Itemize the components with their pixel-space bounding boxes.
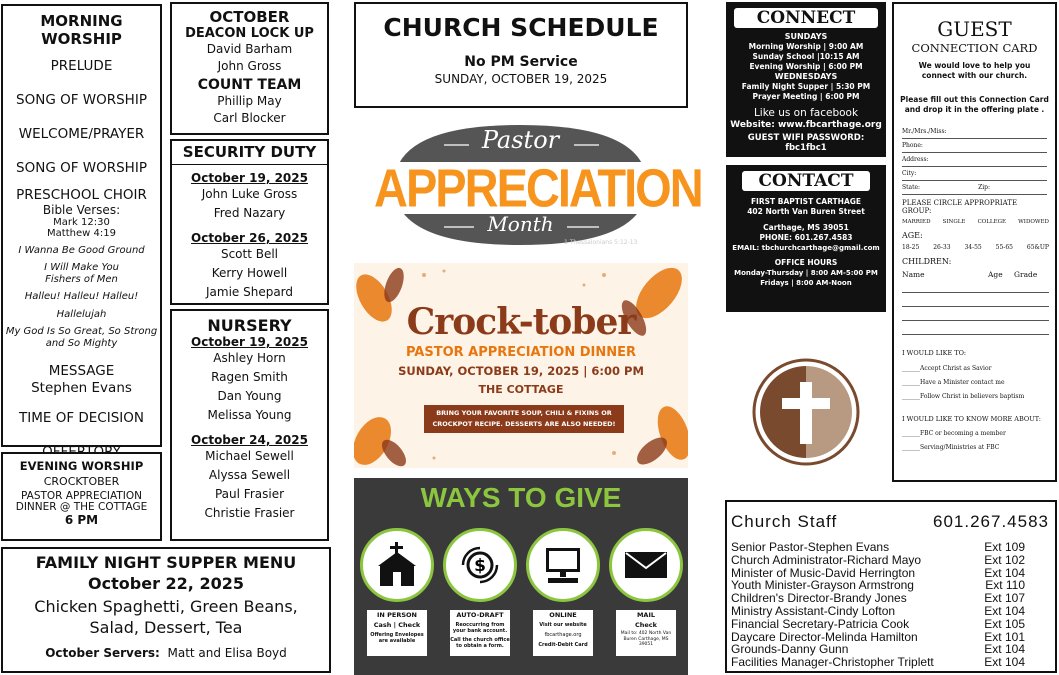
connect-line: Morning Worship | 9:00 AM — [748, 42, 864, 51]
pastor-word: Pastor — [481, 126, 560, 154]
give-item-title: ONLINE — [549, 611, 577, 619]
staff-name: Grounds-Danny Gunn — [731, 642, 849, 657]
give-online — [533, 610, 593, 656]
col-grade: Grade — [1014, 270, 1038, 279]
like-option[interactable]: ______Accept Christ as Savior — [902, 365, 992, 372]
crocktober-where: THE COTTAGE — [478, 383, 564, 396]
count-team-title: COUNT TEAM — [197, 77, 302, 93]
group-option[interactable]: COLLEGE — [977, 219, 1007, 225]
supper-menu-date: October 22, 2025 — [88, 574, 244, 593]
choir-song: I Will Make You Fishers of Men — [44, 262, 119, 285]
security-name: John Luke Gross — [201, 187, 298, 201]
staff-name: Financial Secretary-Patricia Cook — [731, 616, 910, 631]
connect-line: Sunday School |10:15 AM — [752, 52, 860, 61]
song-of-worship-2: SONG OF WORSHIP — [16, 160, 147, 176]
know-label: I WOULD LIKE TO KNOW MORE ABOUT: — [902, 415, 1041, 423]
svg-text:$: $ — [474, 556, 486, 576]
like-option-label: Follow Christ in believers baptism — [920, 393, 1025, 400]
staff-name: Facilities Manager-Christopher Triplett — [731, 655, 934, 670]
song-of-worship-1: SONG OF WORSHIP — [16, 92, 147, 108]
know-option[interactable]: ______Serving/Ministries at FBC — [902, 444, 1000, 451]
security-panel — [170, 139, 329, 305]
connect-line: SUNDAYS — [784, 32, 828, 41]
nursery-name: Paul Frasier — [214, 487, 285, 501]
staff-name: Ministry Assistant-Cindy Lofton — [731, 603, 896, 618]
guest-field[interactable]: Phone: — [902, 139, 1047, 153]
servers-names: Matt and Elisa Boyd — [167, 646, 287, 660]
age-options[interactable] — [902, 244, 1049, 251]
prelude: PRELUDE — [50, 58, 113, 74]
group-option[interactable]: SINGLE — [942, 219, 966, 225]
choir-song: I Wanna Be Good Ground — [18, 245, 145, 256]
security-name: Jamie Shepard — [205, 285, 294, 299]
deacon-name: John Gross — [217, 59, 282, 73]
group-option[interactable]: MARRIED — [902, 219, 931, 225]
group-options[interactable] — [902, 219, 1049, 225]
bible-verses-label: Bible Verses: — [42, 203, 121, 217]
nursery-date-1: October 19, 2025 — [191, 335, 308, 349]
like-label: I WOULD LIKE TO: — [902, 349, 967, 357]
give-item-extra: Credit-Debit Card — [538, 642, 588, 648]
staff-row — [727, 656, 1029, 669]
staff-panel — [725, 500, 1057, 673]
nursery-date-2: October 24, 2025 — [191, 433, 308, 447]
nursery-name: Ashley Horn — [213, 351, 286, 365]
security-date-1: October 19, 2025 — [191, 171, 308, 185]
supper-menu-panel — [1, 547, 331, 673]
staff-ext: Ext 107 — [984, 591, 1025, 606]
schedule-title: CHURCH SCHEDULE — [383, 13, 659, 42]
website-line: Website: www.fbcarthage.org — [730, 120, 882, 130]
security-name: Scott Bell — [220, 247, 279, 261]
give-item-title: IN PERSON — [377, 611, 417, 619]
give-item-desc: Call the church office to obtain a form. — [450, 637, 510, 649]
staff-name: Children's Director-Brandy Jones — [731, 591, 907, 606]
age-option[interactable]: 34-55 — [964, 244, 982, 251]
staff-row — [727, 554, 1029, 567]
give-item-desc: Offering Envelopes are available — [370, 632, 424, 644]
give-item-sub: Cash | Check — [373, 621, 421, 629]
nursery-name: Michael Sewell — [205, 449, 294, 463]
group-label: PLEASE CIRCLE APPROPRIATE GROUP: — [902, 199, 1018, 215]
connect-line: WEDNESDAYS — [774, 72, 838, 81]
like-option-label: Accept Christ as Savior — [920, 365, 992, 372]
staff-row — [727, 541, 1029, 554]
contact-line: FIRST BAPTIST CARTHAGE — [750, 197, 862, 206]
staff-row — [727, 605, 1029, 618]
schedule-date: SUNDAY, OCTOBER 19, 2025 — [434, 72, 608, 86]
staff-ext: Ext 105 — [984, 616, 1025, 631]
message-label: MESSAGE — [48, 363, 115, 379]
servers-line — [3, 646, 329, 660]
give-auto-draft — [450, 610, 510, 656]
give-item-desc: Mail to: 402 North Van Buren Carthage, MS 39051 — [620, 631, 672, 647]
month-word: Month — [487, 212, 554, 236]
connect-line: Prayer Meeting | 6:00 PM — [752, 92, 860, 101]
give-item-desc: fbcarthage.org — [544, 632, 582, 638]
facebook-line: Like us on facebook — [753, 107, 859, 119]
connect-line: Evening Worship | 6:00 PM — [749, 62, 863, 71]
nursery-name: Dan Young — [217, 389, 282, 403]
computer-icon — [526, 528, 600, 602]
know-option-label: Serving/Ministries at FBC — [920, 444, 1000, 451]
know-option[interactable]: ______FBC or becoming a member — [902, 430, 1006, 437]
schedule-sub: No PM Service — [464, 54, 578, 70]
staff-header — [727, 502, 1055, 532]
crocktober-title: Crock-tober — [406, 301, 636, 343]
age-label: AGE: — [902, 231, 923, 240]
give-in-person — [367, 610, 427, 656]
contact-line: OFFICE HOURS — [774, 258, 838, 267]
staff-phone: 601.267.4583 — [933, 512, 1049, 531]
state-label: State: — [902, 184, 921, 191]
verse-1: Mark 12:30 — [53, 217, 110, 228]
nursery-name: Alyssa Sewell — [208, 468, 291, 482]
deacon-name: David Barham — [206, 42, 293, 56]
group-option[interactable]: WIDOWED — [1018, 219, 1049, 225]
count-team-name: Phillip May — [217, 94, 282, 108]
know-option-label: FBC or becoming a member — [920, 430, 1006, 437]
staff-ext: Ext 110 — [985, 578, 1025, 593]
crocktober-sub: PASTOR APPRECIATION DINNER — [405, 345, 637, 360]
mail-icon — [609, 528, 683, 602]
children-lines[interactable] — [902, 279, 1049, 335]
like-option-label: Have a Minister contact me — [920, 379, 1005, 386]
church-icon — [360, 528, 434, 602]
give-item-title: MAIL — [636, 611, 656, 619]
pastor-dinner-line: PASTOR APPRECIATION DINNER @ THE COTTAGE — [15, 490, 148, 513]
contact-line: EMAIL: tbchurchcarthage@gmail.com — [732, 244, 880, 252]
evening-worship-title: EVENING WORSHIP — [19, 459, 144, 473]
morning-worship-title: MORNING WORSHIP — [40, 12, 123, 48]
give-item-title: AUTO-DRAFT — [456, 611, 504, 619]
staff-list — [727, 541, 1055, 669]
contact-line: 402 North Van Buren Street — [747, 207, 865, 216]
staff-ext: Ext 109 — [984, 540, 1025, 554]
age-option[interactable]: 18-25 — [902, 244, 920, 251]
state-zip-field[interactable] — [902, 181, 1047, 195]
staff-name: Minister of Music-David Herrington — [731, 565, 916, 580]
ways-to-give-panel — [354, 478, 688, 675]
supper-menu-title: FAMILY NIGHT SUPPER MENU — [35, 553, 297, 572]
crocktober-flyer — [354, 263, 688, 468]
nursery-title: NURSERY — [207, 316, 292, 335]
morning-worship-panel — [1, 4, 162, 447]
guest-card — [892, 2, 1057, 482]
verse-2: Matthew 4:19 — [47, 228, 116, 239]
like-option[interactable]: ______Follow Christ in believers baptism — [902, 393, 1025, 400]
age-option[interactable]: 65&UP — [1026, 244, 1049, 251]
evening-time: 6 PM — [64, 513, 99, 527]
guest-welcome: We would love to help you connect with our church. — [918, 61, 1031, 80]
staff-title: Church Staff — [731, 512, 838, 531]
security-title: SECURITY DUTY — [182, 143, 317, 161]
choir-song: Hallelujah — [56, 309, 107, 320]
schedule-panel — [354, 2, 688, 108]
crocktober-note: BRING YOUR FAVORITE SOUP, CHILI & FIXINS OR CROCKPOT RECIPE. DESSERTS ARE ALSO NEEDED! — [424, 405, 624, 433]
scripture-ref: 1 Thessalonians 5:12-13 — [564, 239, 638, 246]
guest-sub: CONNECTION CARD — [911, 41, 1038, 55]
guest-instructions: Please fill out this Connection Card and drop it in the offering plate . — [900, 95, 1049, 114]
col-age: Age — [988, 270, 1003, 279]
connect-line: Family Night Supper | 5:30 PM — [741, 82, 871, 91]
security-name: Fred Nazary — [213, 206, 286, 220]
crocktober-when: SUNDAY, OCTOBER 19, 2025 | 6:00 PM — [398, 364, 644, 378]
contact-panel — [726, 165, 886, 312]
staff-ext: Ext 104 — [984, 603, 1025, 618]
give-item-sub: Reoccurring from your bank account. — [452, 622, 508, 634]
staff-row — [727, 618, 1029, 631]
age-option[interactable]: 26-33 — [933, 244, 951, 251]
count-team-name: Carl Blocker — [213, 111, 286, 125]
preschool-choir: PRESCHOOL CHOIR — [16, 187, 147, 203]
staff-name: Youth Minister-Grayson Armstrong — [731, 578, 914, 593]
staff-ext: Ext 104 — [984, 642, 1025, 657]
time-of-decision: TIME OF DECISION — [19, 410, 144, 426]
guest-field[interactable]: Mr./Mrs./Miss: — [902, 125, 1047, 139]
staff-name: Church Administrator-Richard Mayo — [731, 552, 922, 567]
security-date-2: October 26, 2025 — [191, 231, 308, 245]
speaker: Stephen Evans — [31, 380, 132, 396]
connect-panel — [726, 2, 886, 157]
staff-ext: Ext 101 — [984, 629, 1025, 644]
supper-menu-food: Chicken Spaghetti, Green Beans, Salad, Dessert, Tea — [34, 597, 298, 637]
give-mail — [616, 610, 676, 656]
deacon-panel — [170, 2, 329, 135]
give-item-sub: Check — [635, 621, 657, 629]
choir-song: Halleu! Halleu! Halleu! — [24, 291, 139, 302]
contact-line: Fridays | 8:00 AM-Noon — [760, 279, 852, 287]
zip-label: Zip: — [978, 184, 991, 191]
church-logo — [752, 358, 860, 466]
contact-line: PHONE: 601.267.4583 — [759, 233, 853, 242]
staff-ext: Ext 104 — [984, 565, 1025, 580]
choir-song: My God Is So Great, So Strong and So Mighty — [5, 326, 158, 349]
security-name: Kerry Howell — [211, 266, 288, 280]
contact-title: CONTACT — [742, 171, 870, 191]
nursery-name: Melissa Young — [207, 408, 292, 422]
contact-line: Carthage, MS 39051 — [763, 223, 849, 232]
nursery-panel — [170, 309, 329, 541]
evening-worship-panel — [1, 452, 162, 541]
guest-field[interactable]: City: — [902, 167, 1047, 181]
ways-to-give-title: WAYS TO GIVE — [420, 482, 622, 513]
children-label: CHILDREN: — [902, 257, 952, 266]
wifi-line: GUEST WIFI PASSWORD: fbc1fbc1 — [747, 133, 865, 153]
crocktober-line: CROCKTOBER — [43, 475, 120, 488]
autodraft-icon — [443, 528, 517, 602]
guest-title: GUEST — [937, 17, 1012, 41]
give-item-sub: Visit our website — [539, 622, 587, 628]
servers-label: October Servers: — [45, 646, 160, 660]
nursery-name: Christie Frasier — [204, 506, 295, 520]
col-name: Name — [902, 270, 925, 279]
pastor-appreciation-badge — [374, 120, 702, 250]
age-option[interactable]: 55-65 — [995, 244, 1013, 251]
staff-name: Senior Pastor-Stephen Evans — [731, 540, 890, 554]
children-columns — [902, 270, 1047, 279]
welcome-prayer: WELCOME/PRAYER — [18, 126, 145, 142]
connect-title: CONNECT — [734, 8, 878, 28]
contact-line: Monday-Thursday | 8:00 AM-5:00 PM — [734, 269, 878, 277]
like-option[interactable]: ______Have a Minister contact me — [902, 379, 1005, 386]
staff-ext: Ext 104 — [984, 655, 1025, 670]
appreciation-word: APPRECIATION — [374, 157, 702, 218]
staff-ext: Ext 102 — [984, 552, 1025, 567]
guest-field[interactable]: Address: — [902, 153, 1047, 167]
staff-name: Daycare Director-Melinda Hamilton — [731, 629, 918, 644]
deacon-title-1: OCTOBER — [209, 8, 290, 26]
deacon-title-2: DEACON LOCK UP — [185, 26, 314, 41]
nursery-name: Ragen Smith — [211, 370, 288, 384]
